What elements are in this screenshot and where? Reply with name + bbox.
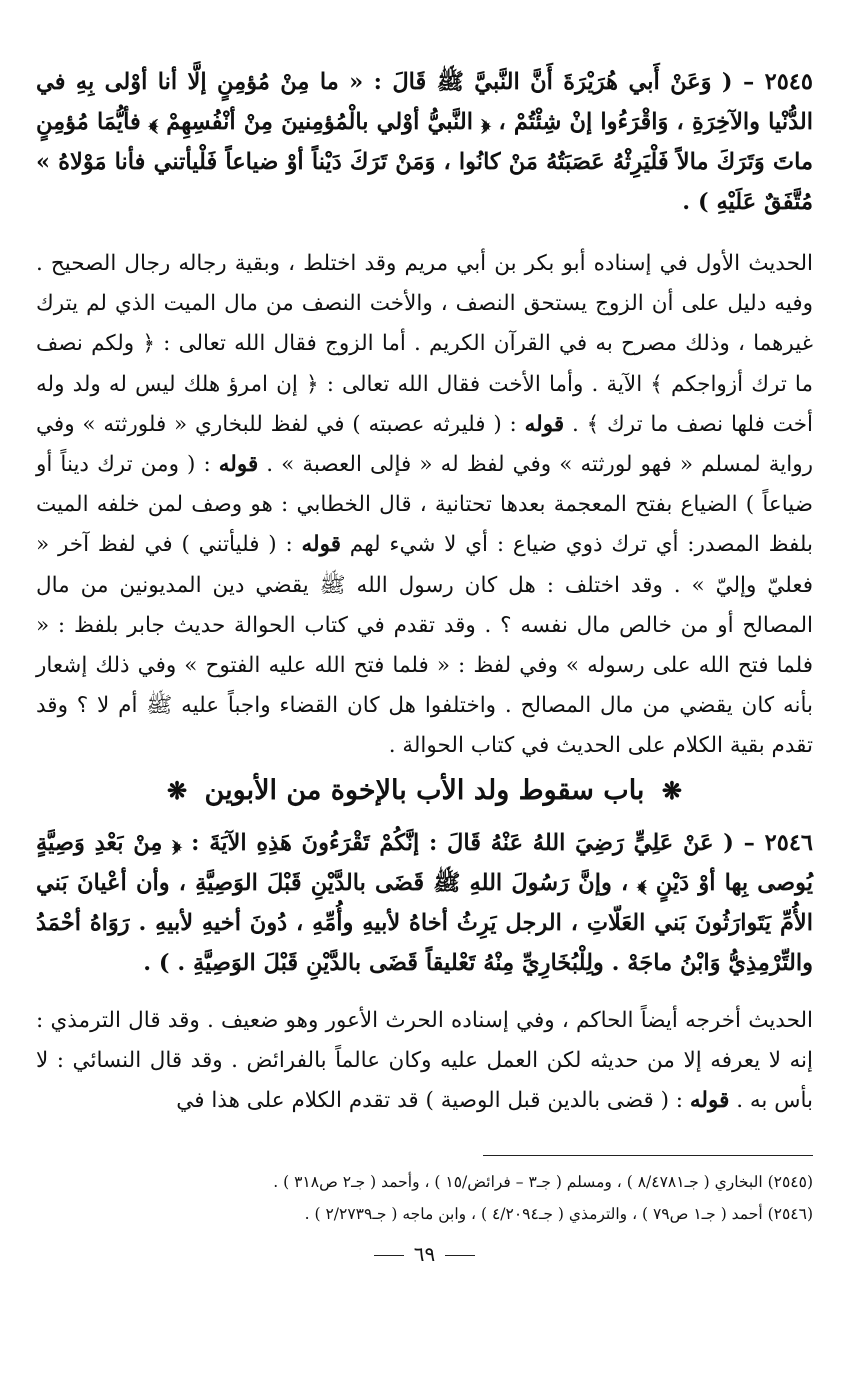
commentary-text: : ( ومن ترك ديناً أو ضياعاً ) الضياع بفتح المعجمة بعدها تحتانية ، قال الخطابي : هو وصف لمن خلفه الميت بلفظ المصدر: أي ترك ذوي ضياع : أي لا شيء لهم <box>36 452 813 558</box>
commentary-text: : ( قضى بالدين قبل الوصية ) قد تقدم الكلام على هذا في <box>176 1088 684 1114</box>
footnote: (٢٥٤٦) أحمد ( جـ١ ص٧٩ ) ، والترمذي ( جـ٤/٢٠٩٤ ) ، وابن ماجه ( جـ٢/٢٧٣٩ ) . <box>304 1205 813 1224</box>
commentary-2545 <box>36 244 813 767</box>
hadith-text: – ( وَعَنْ أَبي هُرَيْرَةَ أَنَّ النَّبيَّ ﷺ قَالَ : « ما مِنْ مُؤمِنٍ إلَّا أنا أوْلى بِهِ في الدُّنْيا والآخِرَةِ ، وَاقْرَءُوا إنْ شِئْتُمْ ، ﴿ النَّبيُّ أوْلي بالْمُؤمِنينَ مِنْ أنْفُسِهِمْ ﴾ فأيُّمَا مُؤمِنٍ ماتَ وَتَرَكَ مالاً فَلْيَرِثْهُ عَصَبَتُهُ مَنْ كانُوا ، وَمَنْ تَرَكَ دَيْناً أوْ ضياعاً فَلْيأتني فأنا مَوْلاهُ » مُتَّفَقٌ عَلَيْهِ ) . <box>36 69 813 215</box>
hadith-2545 <box>36 62 813 222</box>
hadith-2546 <box>36 823 813 983</box>
hadith-number: ٢٥٤٥ <box>764 69 813 95</box>
commentary-text: : ( فليرثه عصبته ) في لفظ للبخاري « فلورثته » وفي رواية لمسلم « فهو لورثته » وفي لفظ له « فإلى العصبة » . <box>36 411 813 478</box>
keyword-qawluhu: قوله <box>689 1088 730 1114</box>
commentary-text: : ( فليأتني ) في لفظ آخر « فعليّ وإليّ » . وقد اختلف : هل كان رسول الله ﷺ يقضي دين المديونين من مال المصالح أو من خالص مال نفسه ؟ . وقد تقدم في كتاب الحوالة حديث جابر بلفظ : « فلما فتح الله على رسوله » وفي لفظ : « فلما فتح الله عليه الفتوح » وفي ذلك إشعار بأنه كان يقضي من مال المصالح . واختلفوا هل كان القضاء واجباً عليه ﷺ أم لا ؟ وقد تقدم بقية الكلام على الحديث في كتاب الحوالة . <box>36 532 813 759</box>
footnote-divider <box>483 1155 813 1156</box>
chapter-title: باب سقوط ولد الأب بالإخوة من الأبوين <box>204 774 645 806</box>
commentary-text: الحديث أخرجه أيضاً الحاكم ، وفي إسناده الحرث الأعور وهو ضعيف . وقد قال الترمذي : إنه لا يعرفه إلا من حديثه لكن العمل عليه وكان عالماً بالفرائض . وقد قال النسائي : لا بأس به . <box>36 1007 813 1114</box>
commentary-2546 <box>36 1001 813 1122</box>
chapter-heading <box>36 771 813 811</box>
ornament-icon: ❋ <box>661 775 682 805</box>
keyword-qawluhu: قوله <box>301 532 341 558</box>
hadith-number: ٢٥٤٦ <box>764 829 813 856</box>
keyword-qawluhu: قوله <box>524 411 565 437</box>
keyword-qawluhu: قوله <box>218 452 259 478</box>
commentary-text: الحديث الأول في إسناده أبو بكر بن أبي مريم وقد اختلط ، وبقية رجاله رجال الصحيح . وفيه دليل على أن الزوج يستحق النصف ، والأخت النصف من مال الميت الذي لم يترك غيرهما ، وذلك مصرح به في القرآن الكريم . أما الزوج فقال الله تعالى : ﴿ ولكم نصف ما ترك أزواجكم ﴾ الآية . وأما الأخت فقال الله تعالى : ﴿ إن امرؤ هلك ليس له ولد وله أخت فلها نصف ما ترك ﴾ . <box>36 251 814 437</box>
ornament-icon: ❋ <box>167 775 188 805</box>
footnote: (٢٥٤٥) البخاري ( جـ٨/٤٧٨١ ) ، ومسلم ( جـ٣ – فرائض/١٥ ) ، وأحمد ( جـ٢ ص٣١٨ ) . <box>273 1173 813 1192</box>
hadith-text: – ( عَنْ عَلِيٍّ رَضِيَ اللهُ عَنْهُ قَالَ : إنَّكُمْ تَقْرَءُونَ هَذِهِ الآيَةَ : ﴿ مِنْ بَعْدِ وَصِيَّةٍ يُوصى بِها أوْ دَيْنٍ ﴾ ، وإنَّ رَسُولَ اللهِ ﷺ قَضَى بالدَّيْنِ قَبْلَ الوَصِيَّةِ ، وأن أعْيانَ بَني الأُمِّ يَتَوارَثُونَ بَني العَلّاتِ ، الرجل يَرِثُ أخاهُ لأبيهِ وأُمِّهِ ، دُونَ أخيهِ لأبيهِ . رَوَاهُ أحْمَدُ والتِّرْمِذِيُّ وَابْنُ ماجَهْ . ولِلْبُخَارِيِّ مِنْهُ تَعْليقاً قَضَى بالدَّيْنِ قَبْلَ الوَصِيَّةِ . ) . <box>36 829 813 976</box>
footnotes <box>36 1166 813 1230</box>
page-number: ٦٩ <box>36 1240 813 1268</box>
